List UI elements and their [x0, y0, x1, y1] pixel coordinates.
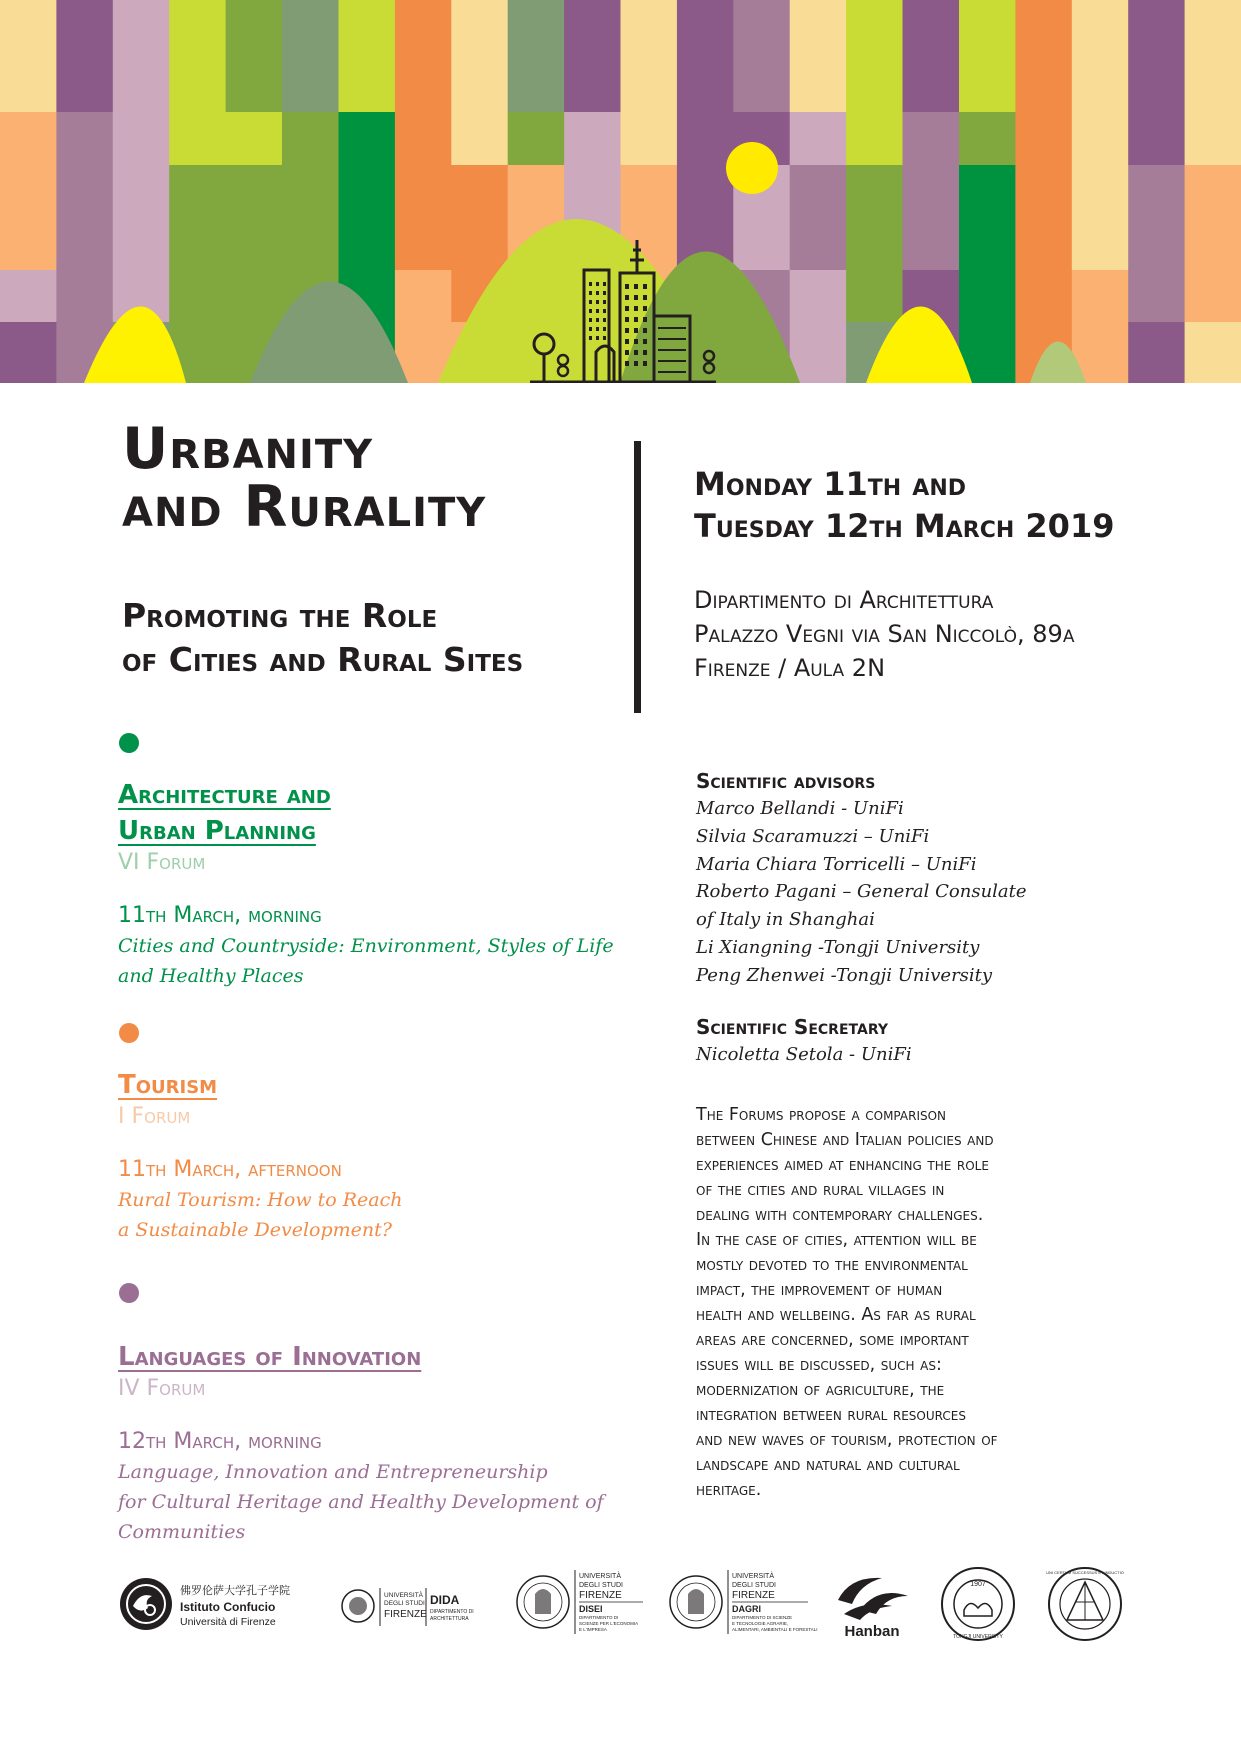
uni-line-1: UNIVERSITÀ — [579, 1573, 622, 1580]
mosaic-tile — [1072, 112, 1129, 165]
building-window — [596, 318, 599, 322]
subtitle-line-1: Promoting the Role — [122, 596, 438, 635]
advisors-heading: Scientific advisors — [696, 769, 876, 793]
building-window — [603, 300, 606, 304]
title-line-1: Urbanity — [122, 416, 374, 482]
mosaic-tile — [169, 165, 226, 270]
forum-name-line-1: Tourism — [118, 1070, 218, 1100]
forum-topic-line-1: Language, Innovation and Entrepreneurship — [118, 1461, 548, 1483]
mosaic-tile — [56, 165, 113, 270]
scientific-secretary — [696, 1013, 1216, 1069]
mosaic-tile — [790, 270, 847, 322]
description-line: of the cities and rural villages in — [696, 1180, 945, 1200]
building-window — [603, 327, 606, 331]
mosaic-tile — [1128, 0, 1185, 112]
uni-line-2: DEGLI STUDI — [384, 1600, 425, 1607]
dept-line-1: DIPARTIMENTO DI SCIENZE — [732, 1615, 793, 1620]
building-window — [596, 300, 599, 304]
building-window — [625, 361, 629, 366]
mosaic-tile — [1128, 165, 1185, 270]
mosaic-tile — [0, 112, 57, 165]
forum-number: I Forum — [118, 1104, 191, 1129]
mosaic-tile — [451, 165, 508, 270]
building-window — [589, 318, 592, 322]
uni-line-1: UNIVERSITÀ — [384, 1592, 424, 1599]
dept-line-3: E L'IMPRESA — [579, 1627, 607, 1632]
mosaic-tile — [339, 0, 396, 112]
mosaic-tile — [1128, 270, 1185, 322]
secretary-name: Nicoletta Setola - UniFi — [696, 1044, 912, 1065]
dept-name: DIDA — [430, 1593, 460, 1607]
mosaic-tile — [959, 112, 1016, 165]
forum-topic-line-2: for Cultural Heritage and Healthy Development of Communities — [118, 1491, 604, 1543]
building-window — [603, 318, 606, 322]
forum-topic-line-1: Cities and Countryside: Environment, Styles of Life — [118, 935, 614, 957]
forum-bullet-dot — [119, 733, 139, 753]
dept-line-2: SCIENZE PER L'ECONOMIA — [579, 1621, 639, 1626]
forum-number: VI Forum — [118, 850, 206, 875]
mosaic-tile — [564, 112, 621, 165]
building-window — [596, 309, 599, 313]
building-window — [634, 295, 638, 300]
partner-logos — [110, 1560, 1130, 1650]
mosaic-tile — [1128, 112, 1185, 165]
title-line-2: and Rurality — [122, 474, 487, 540]
venue-line-1: Dipartimento di Architettura — [694, 586, 994, 614]
building-window — [589, 282, 592, 286]
mosaic-tile — [226, 165, 283, 270]
forum-name — [118, 1067, 658, 1103]
building-window — [625, 284, 629, 289]
mosaic-tile — [733, 0, 790, 112]
certum-motto: UNI CERTUM SUCCESSUS ET INDUCTIO — [1046, 1570, 1124, 1575]
forum-bullet-dot — [119, 1283, 139, 1303]
mosaic-tile — [621, 0, 678, 112]
building-window — [589, 336, 592, 340]
forum-architecture — [118, 733, 658, 991]
uni-line-3: FIRENZE — [732, 1590, 775, 1601]
mosaic-tile — [564, 0, 621, 112]
mosaic-tile — [282, 0, 339, 112]
building-window — [596, 336, 599, 340]
description-line: dealing with contemporary challenges. — [696, 1205, 984, 1225]
mosaic-tile — [0, 0, 57, 112]
mosaic-tile — [677, 112, 734, 165]
secretary-heading: Scientific Secretary — [696, 1015, 888, 1039]
confucius-line-1: Istituto Confucio — [180, 1600, 276, 1614]
description-line: integration between rural resources — [696, 1405, 966, 1425]
building-window — [589, 309, 592, 313]
uni-line-2: DEGLI STUDI — [579, 1582, 623, 1589]
mosaic-tile — [169, 0, 226, 112]
forum-topic-line-2: and Healthy Places — [118, 965, 304, 987]
description-line: health and wellbeing. As far as rural — [696, 1305, 976, 1325]
dept-name: DISEI — [579, 1604, 603, 1614]
scientific-advisors — [696, 767, 1216, 990]
mosaic-tile — [1185, 112, 1241, 165]
mosaic-tile — [790, 112, 847, 165]
mosaic-tile — [0, 270, 57, 322]
building-window — [625, 328, 629, 333]
landscape-illustration — [0, 0, 1241, 383]
mosaic-tile — [846, 270, 903, 322]
building-window — [603, 282, 606, 286]
mosaic-tile — [282, 165, 339, 270]
confucius-institute-logo — [118, 1574, 318, 1634]
mosaic-tile — [1015, 165, 1072, 270]
mosaic-tile — [395, 0, 452, 112]
building-window — [643, 339, 647, 344]
dept-line-2: E TECNOLOGIE AGRARIE, — [732, 1621, 789, 1626]
mosaic-tile — [959, 0, 1016, 112]
forum-name-line-1: Architecture and — [118, 780, 331, 810]
building-window — [603, 336, 606, 340]
mosaic-tile — [169, 270, 226, 322]
mosaic-tile — [395, 112, 452, 165]
mosaic-tile — [226, 0, 283, 112]
mosaic-tile — [846, 0, 903, 112]
building-window — [596, 291, 599, 295]
description-line: mostly devoted to the environmental — [696, 1255, 968, 1275]
forum-topic-line-1: Rural Tourism: How to Reach — [118, 1189, 403, 1211]
forum-tourism — [118, 1023, 658, 1245]
confucius-line-2: Università di Firenze — [180, 1616, 276, 1628]
tongji-seal-icon — [942, 1568, 1014, 1640]
building-window — [634, 361, 638, 366]
advisor-name: Peng Zhenwei -Tongji University — [696, 964, 993, 986]
mosaic-tile — [1072, 0, 1129, 112]
hanban-name: Hanban — [844, 1623, 900, 1640]
uni-line-1: UNIVERSITÀ — [732, 1573, 775, 1580]
mosaic-tile — [846, 165, 903, 270]
building-window — [634, 350, 638, 355]
mosaic-tile — [1015, 270, 1072, 322]
mosaic-tile — [508, 0, 565, 112]
description-line: heritage. — [696, 1480, 762, 1500]
description-line: and new waves of tourism, protection of — [696, 1430, 998, 1450]
dept-line-3: ALIMENTARI, AMBIENTALI E FORESTALI — [732, 1627, 818, 1632]
mosaic-tile — [395, 165, 452, 270]
tongji-logo — [938, 1564, 1018, 1644]
mosaic-tile — [0, 322, 57, 383]
building-window — [634, 328, 638, 333]
mosaic-tile — [677, 0, 734, 112]
uni-line-3: FIRENZE — [579, 1590, 622, 1601]
disei-logo — [515, 1564, 645, 1644]
forum-languages — [118, 1283, 658, 1547]
advisor-name: Silvia Scaramuzzi – UniFi — [696, 825, 930, 847]
mosaic-tile — [1072, 165, 1129, 270]
forum-name-line-2: Urban Planning — [118, 816, 316, 846]
forum-topic-line-2: a Sustainable Development? — [118, 1219, 392, 1241]
advisor-name: of Italy in Shanghai — [696, 909, 875, 931]
forum-name — [118, 1339, 658, 1375]
building-window — [603, 309, 606, 313]
mosaic-tile — [508, 112, 565, 165]
mosaic-tile — [790, 165, 847, 270]
dept-line-1: DIPARTIMENTO DI — [430, 1609, 474, 1615]
advisor-name: Maria Chiara Torricelli – UniFi — [696, 853, 977, 875]
forum-topic — [118, 1185, 658, 1245]
description-line: between Chinese and Italian policies and — [696, 1130, 994, 1150]
dida-logo — [340, 1582, 490, 1632]
mosaic-tile — [790, 322, 847, 383]
dagri-logo — [668, 1564, 818, 1644]
building-window — [603, 291, 606, 295]
mosaic-tile — [1185, 0, 1241, 112]
building-window — [643, 295, 647, 300]
description-line: landscape and natural and cultural — [696, 1455, 960, 1475]
forum-topic — [118, 931, 658, 991]
building-window — [625, 350, 629, 355]
dept-name: DAGRI — [732, 1604, 761, 1614]
building-window — [643, 306, 647, 311]
building-window — [589, 300, 592, 304]
mosaic-tile — [903, 112, 960, 165]
mosaic-tile — [1185, 270, 1241, 322]
building-window — [625, 317, 629, 322]
building-window — [634, 306, 638, 311]
advisor-name: Li Xiangning -Tongji University — [696, 936, 980, 958]
building-window — [589, 327, 592, 331]
mosaic-tile — [113, 0, 170, 112]
uni-line-3: FIRENZE — [384, 1609, 427, 1620]
dates-line-1: Monday 11th and — [694, 465, 967, 503]
mosaic-tile — [903, 0, 960, 112]
mosaic-tile — [451, 0, 508, 112]
uni-line-2: DEGLI STUDI — [732, 1582, 776, 1589]
mosaic-tile — [113, 165, 170, 270]
confucius-chinese-name: 佛罗伦萨大学孔子学院 — [180, 1584, 290, 1597]
mosaic-tile — [339, 165, 396, 270]
building-window — [589, 291, 592, 295]
mosaic-tile — [451, 112, 508, 165]
building-window — [643, 284, 647, 289]
forum-number: IV Forum — [118, 1376, 206, 1401]
forum-topic — [118, 1457, 658, 1547]
description-line: impact, the improvement of human — [696, 1280, 943, 1300]
forum-date: 11th March, afternoon — [118, 1157, 342, 1182]
header-banner — [0, 0, 1241, 383]
building-window — [625, 339, 629, 344]
mosaic-tile — [959, 270, 1016, 322]
mosaic-tile — [1072, 270, 1129, 322]
building-window — [634, 317, 638, 322]
sun-icon — [726, 142, 778, 194]
event-dates — [694, 463, 1214, 547]
mosaic-tile — [339, 112, 396, 165]
mosaic-tile — [1015, 0, 1072, 112]
mosaic-tile — [959, 165, 1016, 270]
mosaic-tile — [56, 0, 113, 112]
page-title — [122, 416, 642, 540]
confucius-emblem-icon — [118, 1574, 318, 1634]
mosaic-tile — [1185, 165, 1241, 270]
mosaic-tile — [56, 270, 113, 322]
advisor-name: Roberto Pagani – General Consulate — [696, 881, 1027, 903]
building-window — [596, 327, 599, 331]
forums-description — [696, 1103, 1116, 1503]
mosaic-tile — [395, 270, 452, 322]
advisor-name: Marco Bellandi - UniFi — [696, 798, 904, 819]
building-window — [643, 361, 647, 366]
description-line: modernization of agriculture, the — [696, 1380, 945, 1400]
dept-line-2: ARCHITETTURA — [430, 1616, 469, 1622]
description-line: The Forums propose a comparison — [696, 1105, 947, 1125]
mosaic-tile — [1128, 322, 1185, 383]
certum-logo — [1045, 1564, 1125, 1644]
dept-line-1: DIPARTIMENTO DI — [579, 1615, 619, 1620]
mosaic-tile — [790, 0, 847, 112]
mosaic-tile — [282, 112, 339, 165]
hanban-logo — [830, 1570, 915, 1640]
building-window — [634, 284, 638, 289]
mosaic-tile — [1015, 112, 1072, 165]
venue-line-2: Palazzo Vegni via San Niccolò, 89a — [694, 620, 1075, 648]
building-window — [625, 295, 629, 300]
forum-bullet-dot — [119, 1023, 139, 1043]
forum-date: 11th March, morning — [118, 903, 322, 928]
building-window — [634, 339, 638, 344]
description-line: In the case of cities, attention will be — [696, 1230, 977, 1250]
mosaic-tile — [226, 112, 283, 165]
page-subtitle — [122, 594, 642, 682]
building-window — [643, 317, 647, 322]
description-line: experiences aimed at enhancing the role — [696, 1155, 989, 1175]
mosaic-tile — [1185, 322, 1241, 383]
forum-name-line-1: Languages of Innovation — [118, 1342, 422, 1372]
dates-line-2: Tuesday 12th March 2019 — [694, 507, 1115, 545]
event-venue — [694, 583, 1214, 685]
building-window — [596, 282, 599, 286]
mosaic-tile — [169, 112, 226, 165]
mosaic-tile — [56, 112, 113, 165]
description-line: issues will be discussed, such as: — [696, 1355, 942, 1375]
mosaic-tile — [846, 112, 903, 165]
mosaic-tile — [903, 165, 960, 270]
building-window — [625, 306, 629, 311]
venue-line-3: Firenze / Aula 2N — [694, 654, 886, 682]
building-window — [643, 350, 647, 355]
tongji-year: 1907 — [970, 1581, 986, 1588]
building-window — [643, 328, 647, 333]
mosaic-tile — [113, 112, 170, 165]
mosaic-tile — [226, 270, 283, 322]
tongji-name: TONGJI UNIVERSITY — [953, 1634, 1003, 1640]
forum-name — [118, 777, 658, 849]
forum-date: 12th March, morning — [118, 1429, 322, 1454]
mosaic-tile — [621, 112, 678, 165]
mosaic-tile — [0, 165, 57, 270]
description-line: areas are concerned, some important — [696, 1330, 969, 1350]
subtitle-line-2: of Cities and Rural Sites — [122, 640, 524, 679]
vertical-divider — [634, 441, 641, 713]
